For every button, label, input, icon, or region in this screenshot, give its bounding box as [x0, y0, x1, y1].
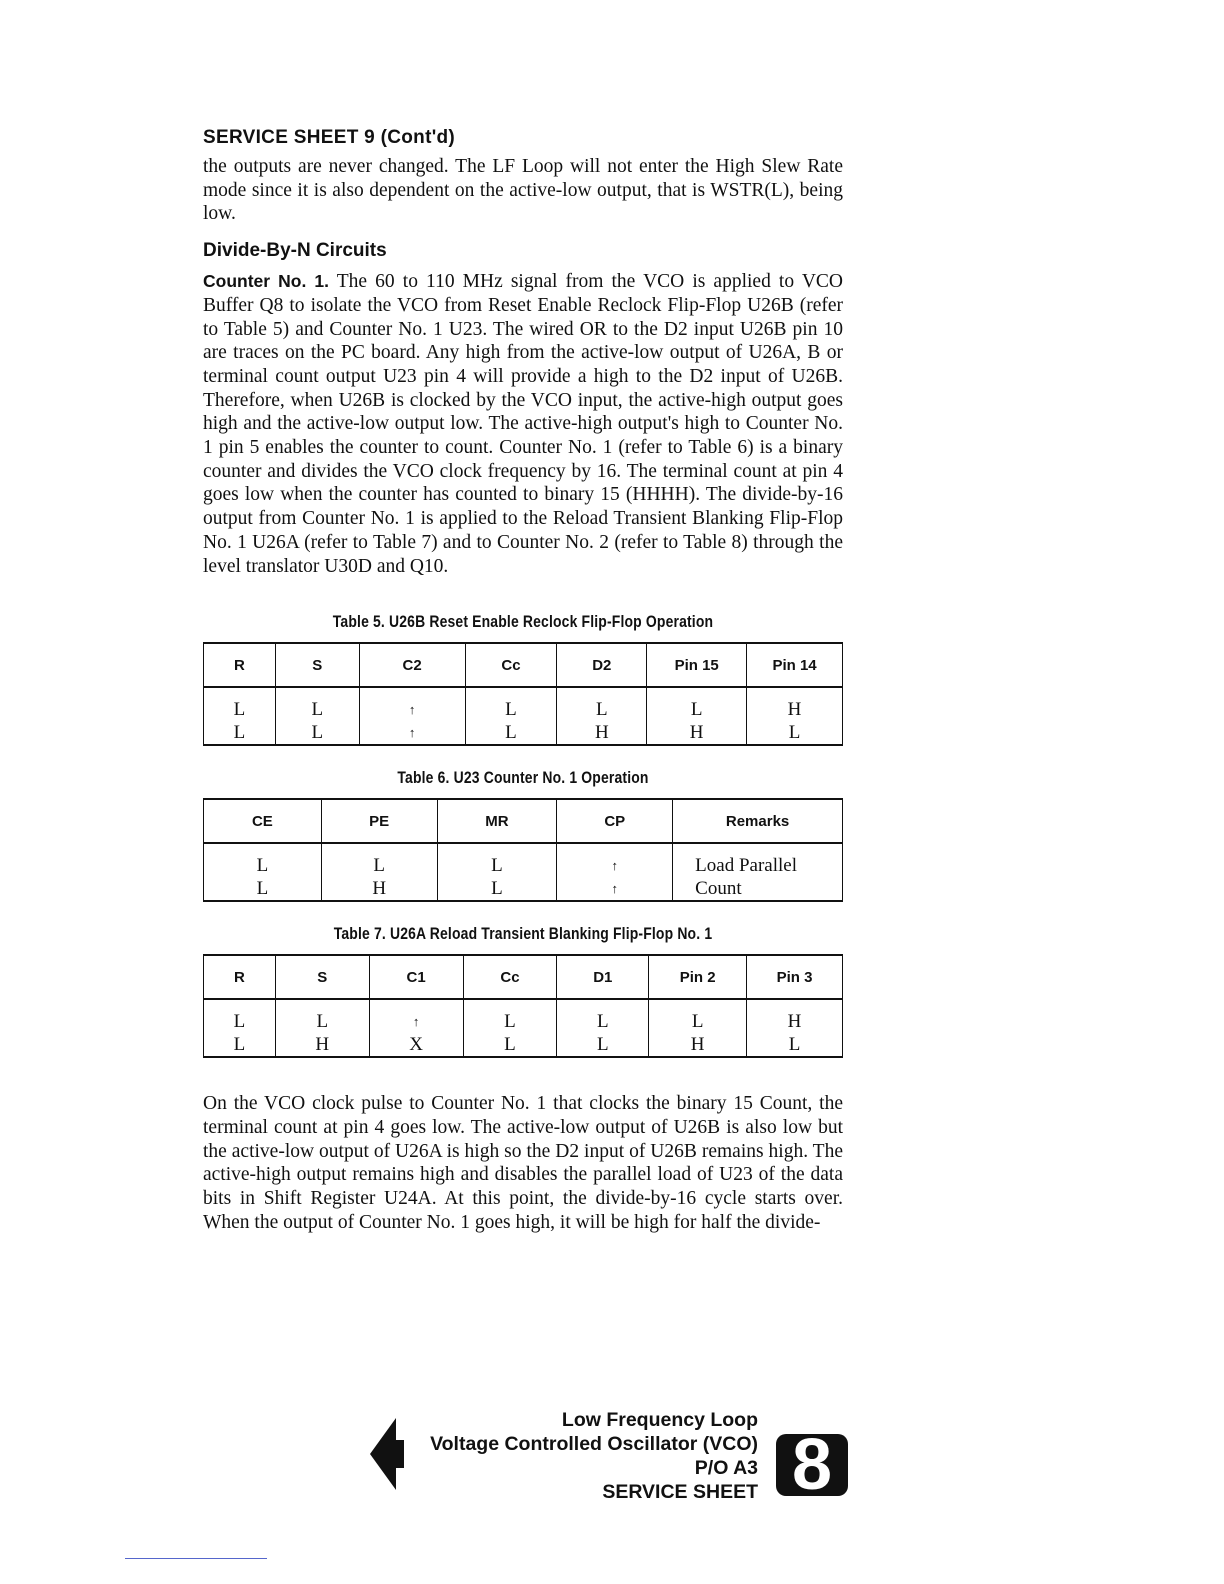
table5-header: S	[275, 643, 359, 687]
table-cell: L	[275, 687, 359, 721]
table5	[203, 642, 843, 746]
table-cell: L	[275, 999, 369, 1033]
table-cell: L	[465, 721, 557, 745]
table-row	[204, 843, 843, 877]
counter-text: The 60 to 110 MHz signal from the VCO is applied to VCO Buffer Q8 to isolate the VCO from Reset Enable Reclock Flip-Flop U26B (refer to Table 5) and Counter No. 1 U23. The wired OR to the D2 input U26B pin 10 are traces on the PC board. Any high from the active-low output of U26A, B or terminal count output U23 pin 4 will provide a high to the D2 input of U26B. Therefore, when U26B is clocked by the VCO input, the active-high output goes high and the active-low output low. The active-high output's high to Counter No. 1 pin 5 enables the counter to count. Counter No. 1 (refer to Table 6) is a binary counter and divides the VCO clock frequency by 16. The terminal count at pin 4 goes low when the counter has counted to binary 15 (HHHH). The divide-by-16 output from Counter No. 1 is applied to the Reload Transient Blanking Flip-Flop No. 1 U26A (refer to Table 7) and to Counter No. 2 (refer to Table 8) through the level translator U30D and Q10.	[203, 271, 843, 577]
table-cell: L	[204, 687, 276, 721]
table-cell: Count	[673, 877, 843, 901]
table-cell: ↑	[557, 843, 673, 877]
table-cell: H	[321, 877, 437, 901]
table7-header: Cc	[463, 955, 557, 999]
table-cell: ↑	[359, 721, 465, 745]
table7	[203, 954, 843, 1058]
section-title: Divide-By-N Circuits	[203, 240, 387, 262]
table6-header: PE	[321, 799, 437, 843]
table-row	[204, 1033, 843, 1057]
table7-header: C1	[369, 955, 463, 999]
table-cell: X	[369, 1033, 463, 1057]
table-cell: H	[275, 1033, 369, 1057]
sheet-number-badge: 8	[776, 1434, 848, 1496]
footer-line3: P/O A3	[694, 1457, 758, 1479]
table5-header: R	[204, 643, 276, 687]
table-cell: L	[649, 999, 747, 1033]
footer-line2: Voltage Controlled Oscillator (VCO)	[430, 1433, 758, 1455]
table-row	[204, 687, 843, 721]
table-cell: L	[204, 999, 276, 1033]
table-cell: L	[465, 687, 557, 721]
table5-caption: Table 5. U26B Reset Enable Reclock Flip-Flop Operation	[332, 612, 714, 632]
table6	[203, 798, 843, 902]
table-cell: H	[747, 687, 843, 721]
table6-caption: Table 6. U23 Counter No. 1 Operation	[397, 768, 649, 788]
table6-header: Remarks	[673, 799, 843, 843]
counter-runin: Counter No. 1.	[203, 271, 330, 292]
table-cell: ↑	[557, 877, 673, 901]
closing-paragraph: On the VCO clock pulse to Counter No. 1 that clocks the binary 15 Count, the terminal count at pin 4 goes low. The active-low output of U26B is also low but the active-low output of U26A is high so the D2 input of U26B remains high. The active-high output remains high and disables the parallel load of U23 of the data bits in Shift Register U24A. At this point, the divide-by-16 cycle starts over. When the output of Counter No. 1 goes high, it will be high for half the divide-	[203, 1093, 843, 1233]
table6-header: MR	[437, 799, 557, 843]
table-cell: L	[463, 999, 557, 1033]
table-cell: L	[747, 721, 843, 745]
table-cell: L	[647, 687, 747, 721]
table-cell: L	[557, 1033, 649, 1057]
table-cell: Load Parallel	[673, 843, 843, 877]
table-cell: L	[557, 999, 649, 1033]
service-sheet-footer	[370, 1408, 850, 1503]
table7-header: R	[204, 955, 276, 999]
footer-line4: SERVICE SHEET	[602, 1481, 758, 1503]
table-cell: L	[204, 843, 322, 877]
table5-header: Pin 14	[747, 643, 843, 687]
table7-header: Pin 2	[649, 955, 747, 999]
table-cell: H	[649, 1033, 747, 1057]
table6-header: CP	[557, 799, 673, 843]
table-cell: L	[204, 877, 322, 901]
table-cell: ↑	[369, 999, 463, 1033]
bottom-rule	[125, 1558, 267, 1559]
footer-line1: Low Frequency Loop	[561, 1409, 758, 1431]
table-cell: H	[557, 721, 647, 745]
table-cell: L	[321, 843, 437, 877]
table-cell: H	[747, 999, 843, 1033]
table-row	[204, 721, 843, 745]
table-cell: L	[437, 877, 557, 901]
table7-header: Pin 3	[747, 955, 843, 999]
table-cell: H	[647, 721, 747, 745]
table7-caption: Table 7. U26A Reload Transient Blanking Flip-Flop No. 1	[333, 924, 713, 944]
table-cell: L	[463, 1033, 557, 1057]
table7-header: D1	[557, 955, 649, 999]
table5-header: Pin 15	[647, 643, 747, 687]
previous-page-arrow-icon	[370, 1418, 404, 1490]
table-cell: L	[557, 687, 647, 721]
table-cell: L	[275, 721, 359, 745]
table5-header: C2	[359, 643, 465, 687]
table-cell: L	[204, 721, 276, 745]
table-cell: ↑	[359, 687, 465, 721]
table5-header: D2	[557, 643, 647, 687]
table6-header: CE	[204, 799, 322, 843]
page-content	[203, 127, 843, 1234]
table-cell: L	[204, 1033, 276, 1057]
counter-paragraph	[203, 270, 843, 578]
table5-header: Cc	[465, 643, 557, 687]
page-header: SERVICE SHEET 9 (Cont'd)	[203, 127, 456, 148]
table7-header: S	[275, 955, 369, 999]
table-row	[204, 877, 843, 901]
table-cell: L	[437, 843, 557, 877]
table-cell: L	[747, 1033, 843, 1057]
table-row	[204, 999, 843, 1033]
intro-paragraph: the outputs are never changed. The LF Loop will not enter the High Slew Rate mode since it is also dependent on the active-low output, that is WSTR(L), being low.	[203, 156, 843, 225]
footer-title	[430, 1408, 758, 1504]
